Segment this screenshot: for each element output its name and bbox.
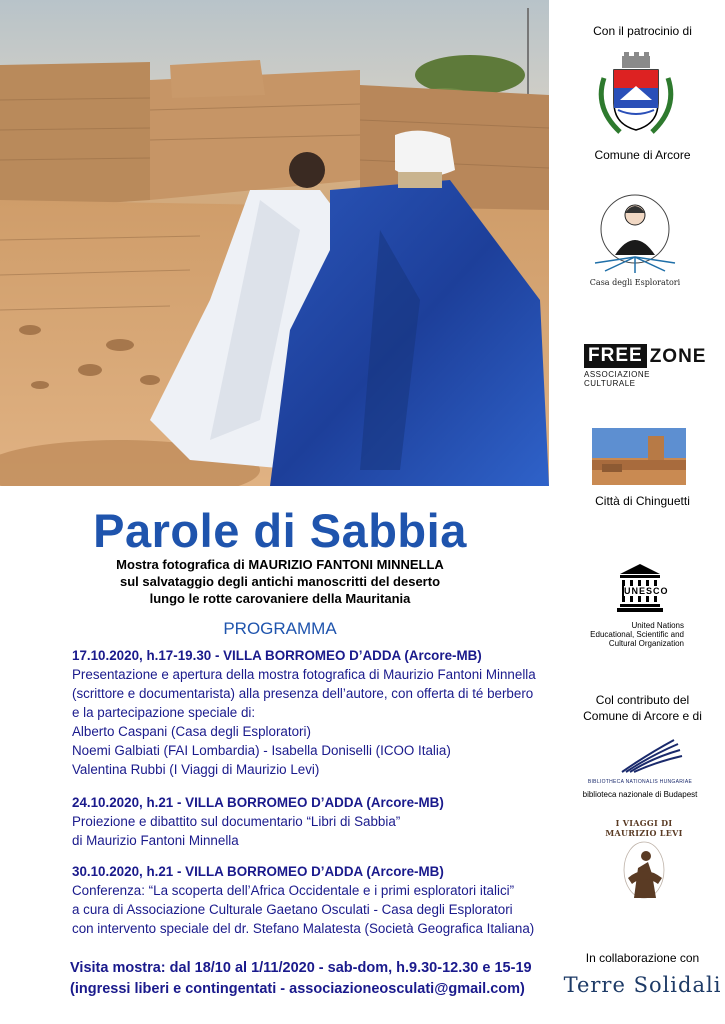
free-zone-logo [584, 344, 707, 388]
budapest-label: biblioteca nazionale di Budapest [582, 790, 698, 799]
free-zone-right: ZONE [649, 346, 707, 367]
event-line: di Maurizio Fantoni Minnella [72, 833, 239, 848]
unesco-name: UNESCO [624, 586, 669, 596]
event-2 [72, 793, 562, 850]
event-line: con intervento speciale del dr. Stefano Malatesta (Società Geografica Italiana) [72, 921, 535, 936]
free-zone-left: FREE [584, 344, 647, 368]
subtitle-line: Mostra fotografica di MAURIZIO FANTONI MINNELLA [116, 557, 444, 572]
event-line: Proiezione e dibattito sul documentario “Libri di Sabbia” [72, 814, 401, 829]
levi-logo-text: I VIAGGI DI MAURIZIO LEVI [605, 818, 683, 838]
viaggi-levi-logo [604, 818, 684, 918]
casa-esploratori-logo [585, 185, 685, 285]
programma-heading: PROGRAMMA [223, 619, 337, 638]
event-line: a cura di Associazione Culturale Gaetano Osculati - Casa degli Esploratori [72, 902, 513, 917]
arcore-label: Comune di Arcore [594, 148, 691, 162]
collaboration-label: In collaborazione con [585, 951, 700, 965]
contrib-line: Col contributo del [595, 693, 690, 707]
chinguetti-label: Città di Chinguetti [595, 494, 690, 508]
event-1 [72, 646, 562, 779]
event-line: Valentina Rubbi (I Viaggi di Maurizio Levi) [72, 762, 320, 777]
free-zone-sub: ASSOCIAZIONE CULTURALE [584, 370, 651, 388]
contrib-line: Comune di Arcore e di [583, 709, 702, 723]
casa-logo-text: Casa degli Esploratori [589, 278, 681, 287]
contribution-label [560, 692, 725, 724]
poster-title: Parole di Sabbia [93, 504, 467, 557]
event-3 [72, 862, 562, 938]
poster-subtitle [0, 556, 560, 607]
event-heading: 30.10.2020, h.21 - VILLA BORROMEO D’ADDA (Arcore-MB) [72, 864, 444, 879]
unesco-logo [584, 562, 696, 660]
budapest-latin: BIBLIOTHECA NATIONALIS HUNGARIAE [587, 779, 693, 785]
event-heading: 24.10.2020, h.21 - VILLA BORROMEO D’ADDA (Arcore-MB) [72, 795, 444, 810]
unesco-line: United Nations [631, 621, 684, 630]
event-line: Alberto Caspani (Casa degli Esploratori) [72, 724, 311, 739]
event-line: Conferenza: “La scoperta dell’Africa Occidentale e i primi esploratori italici” [72, 883, 515, 898]
subtitle-line: sul salvataggio degli antichi manoscritti del deserto [119, 574, 441, 589]
unesco-line: Cultural Organization [608, 639, 684, 648]
cover-photo [0, 0, 549, 486]
chinguetti-photo [592, 428, 686, 485]
patronage-label: Con il patrocinio di [593, 24, 692, 38]
unesco-line: Educational, Scientific and [590, 630, 684, 639]
budapest-library-logo [578, 736, 702, 806]
subtitle-line: lungo le rotte carovaniere della Mauritania [149, 591, 411, 606]
event-line: (scrittore e documentarista) alla presenza dell’autore, con offerta di té berbero [72, 686, 534, 701]
terre-solidali-logo: Terre Solidali [563, 973, 722, 997]
arcore-crest-logo [590, 48, 682, 140]
event-line: Noemi Galbiati (FAI Lombardia) - Isabella Doniselli (ICOO Italia) [72, 743, 451, 758]
event-line: Presentazione e apertura della mostra fotografica di Maurizio Fantoni Minnella [72, 667, 536, 682]
visit-line: Visita mostra: dal 18/10 al 1/11/2020 - sab-dom, h.9.30-12.30 e 15-19 [70, 960, 532, 976]
visit-line: (ingressi liberi e contingentati - associazioneosculati@gmail.com) [70, 981, 525, 997]
visit-info [70, 958, 560, 1000]
event-heading: 17.10.2020, h.17-19.30 - VILLA BORROMEO D’ADDA (Arcore-MB) [72, 648, 482, 663]
event-line: e la partecipazione speciale di: [72, 705, 256, 720]
